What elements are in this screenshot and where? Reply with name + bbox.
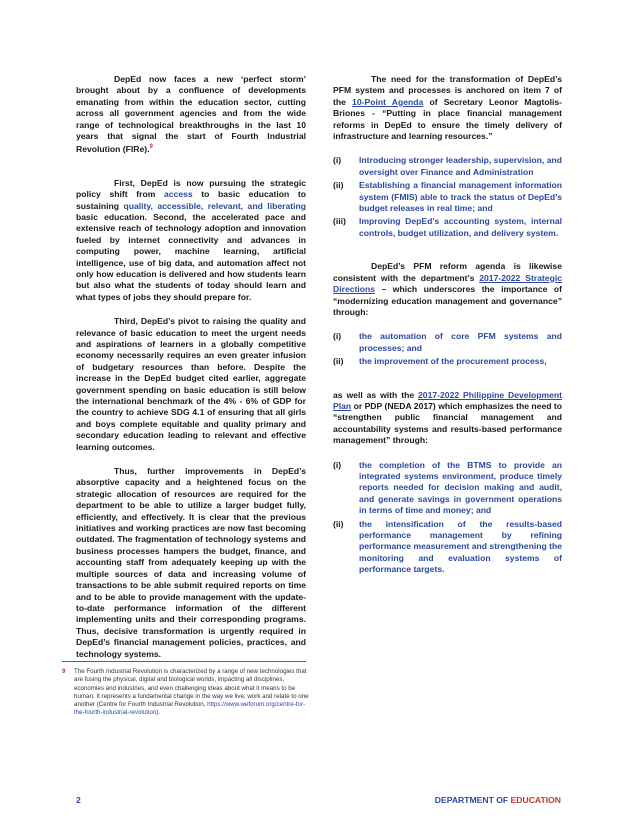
paragraph-text: DepEd’s PFM reform agenda is likewise consistent with the department’s: [333, 261, 562, 283]
paragraph-first: [76, 178, 306, 303]
list-item: [333, 356, 562, 367]
footnote: [62, 668, 310, 718]
footnote-text-end: ).: [156, 709, 160, 717]
highlight-quality: quality, accessible, relevant, and liberating: [123, 200, 306, 211]
paragraph-text: or PDP (NEDA 2017) which emphasizes the need to “strengthen public financial management and accountability systems and results-based performance management” through:: [333, 400, 562, 446]
page-number: 2: [76, 795, 81, 805]
paragraph-pfm-reform: [333, 261, 562, 318]
list-pdp-items: [333, 460, 562, 576]
list-number: (ii): [333, 356, 344, 367]
list-item: [333, 155, 562, 178]
highlight-access: access: [163, 189, 193, 200]
list-text: Establishing a financial management information system (FMIS) able to track the status of DepEd’s budget releases in real time; and: [359, 180, 562, 214]
right-column: [333, 74, 562, 588]
footnote-divider: [62, 661, 306, 662]
paragraph-perfect-storm: [76, 74, 306, 156]
list-item: [333, 519, 562, 576]
footnote-number: 9: [62, 668, 66, 675]
paragraph-text: DepEd now faces a new ‘perfect storm’ brought about by a confluence of developments emanating from within the education sector, cutting across all government agencies and from the wide range of technological breakthroughs in the last 10 years that signal the start of Fourth Industrial Revolution (FIRe).: [76, 74, 306, 155]
list-modernizing-items: [333, 331, 562, 367]
paragraph-thus: Thus, further improvements in DepEd’s absorptive capacity and a heightened focus on the strategic allocation of resources are required for the department to be able to utilize a larger budget fully, efficiently, and effectively. It is clear that the previous initiatives and working practices are now fast becoming outdated. The fragmentation of technology systems and business processes hampers the budget, finance, and accounting staff from adequately keeping up with the multiple sources of data and increasing volume of transactions to be able submit required reports on time and to be able to provide management with the update-to-date performance information of the different implementing units and their corresponding programs. Thus, decisive transformation is urgently required in DepEd’s financial management policies, practices, and technology systems.: [76, 466, 306, 659]
paragraph-text: of Secretary Leonor Magtolis-Briones - “Putting in place financial management reforms in DepEd to ensure the timely delivery of infrastructure and learning resources.”: [333, 96, 563, 142]
footnote-text: The Fourth Industrial Revolution is characterized by a range of new technologies that are fusing the physical, digital and biological worlds, impacting all disciplines, economies and industries, and even challenging ideas about what it means to be human. It represents a fundamental change in the way we live, work and relate to one another (Centre for Fourth Industrial Revolution,: [74, 668, 309, 709]
list-item: [333, 460, 562, 517]
footnote-link[interactable]: https://www.weforum.org/centre-for-the-fourth-industrial-revolution: [74, 701, 306, 717]
list-number: (ii): [333, 180, 344, 191]
list-number: (i): [333, 155, 342, 166]
department-label: [435, 795, 561, 805]
paragraph-third: Third, DepEd’s pivot to raising the quality and relevance of basic education to meet the urgent needs and aspirations of learners in a globally competitive economy necessarily requires an even greater infusion of budgetary resources than before. Despite the increase in the DepEd budget cited earlier, aggregate government spending on basic education is still below the international benchmark of the 4% - 6% of GDP for the country to achieve SDG 4.1 of ensuring that all girls and boys complete equitable and quality primary and secondary education leading to relevant and effective learning outcomes.: [76, 316, 306, 452]
list-item: [333, 180, 562, 214]
list-text: the intensification of the results-based performance management by refining performance measurement and strengthening the monitoring and evaluation systems of performance targets.: [359, 518, 562, 575]
left-column: [76, 74, 306, 673]
list-text: the automation of core PFM systems and processes; and: [359, 331, 562, 353]
paragraph-text: to basic education to sustaining: [76, 189, 306, 211]
list-item: [333, 216, 562, 239]
link-strategic-directions[interactable]: 2017-2022 Strategic Directions: [333, 272, 562, 295]
paragraph-text: basic education. Second, the accelerated pace and extensive reach of technology adoption and innovation fueled by internet connectivity and advances in computing power, machine learning, artificial intelligence, use of big data, and automation affect not only how education is delivered and how students learn but also what the students of today should learn and what types of jobs they should prepare for.: [76, 211, 306, 302]
list-text: the improvement of the procurement process,: [359, 356, 547, 367]
list-number: (ii): [333, 518, 344, 529]
list-number: (iii): [333, 216, 346, 227]
paragraph-text: as well as with the: [333, 389, 419, 400]
paragraph-text: The need for the transformation of DepEd’s PFM system and processes is anchored on item 7 of the: [333, 74, 562, 107]
paragraph-text: First, DepEd is now pursuing the strategic policy shift from: [76, 177, 306, 200]
list-item: [333, 331, 562, 354]
paragraph-text: – which underscores the importance of “modernizing education management and governance” through:: [333, 284, 562, 317]
list-number: (i): [333, 459, 342, 470]
list-text: Introducing stronger leadership, supervision, and oversight over Finance and Administration: [359, 155, 562, 177]
footnote-ref[interactable]: 9: [149, 144, 153, 151]
department-label-prefix: DEPARTMENT OF: [434, 795, 511, 805]
list-number: (i): [333, 331, 342, 342]
list-agenda-items: [333, 155, 562, 239]
department-label-name: EDUCATION: [510, 795, 561, 805]
list-text: Improving DepEd’s accounting system, internal controls, budget utilization, and delivery system.: [359, 216, 562, 238]
paragraph-pdp: [333, 390, 562, 447]
paragraph-need: [333, 74, 562, 142]
list-text: the completion of the BTMS to provide an integrated systems environment, produce timely reports needed for decision making and audit, and generate savings in government operations in terms of time and money; and: [359, 459, 562, 516]
link-10-point-agenda[interactable]: 10-Point Agenda: [352, 96, 424, 107]
link-development-plan[interactable]: 2017-2022 Philippine Development Plan: [333, 389, 562, 411]
footnote-body: [74, 668, 310, 718]
